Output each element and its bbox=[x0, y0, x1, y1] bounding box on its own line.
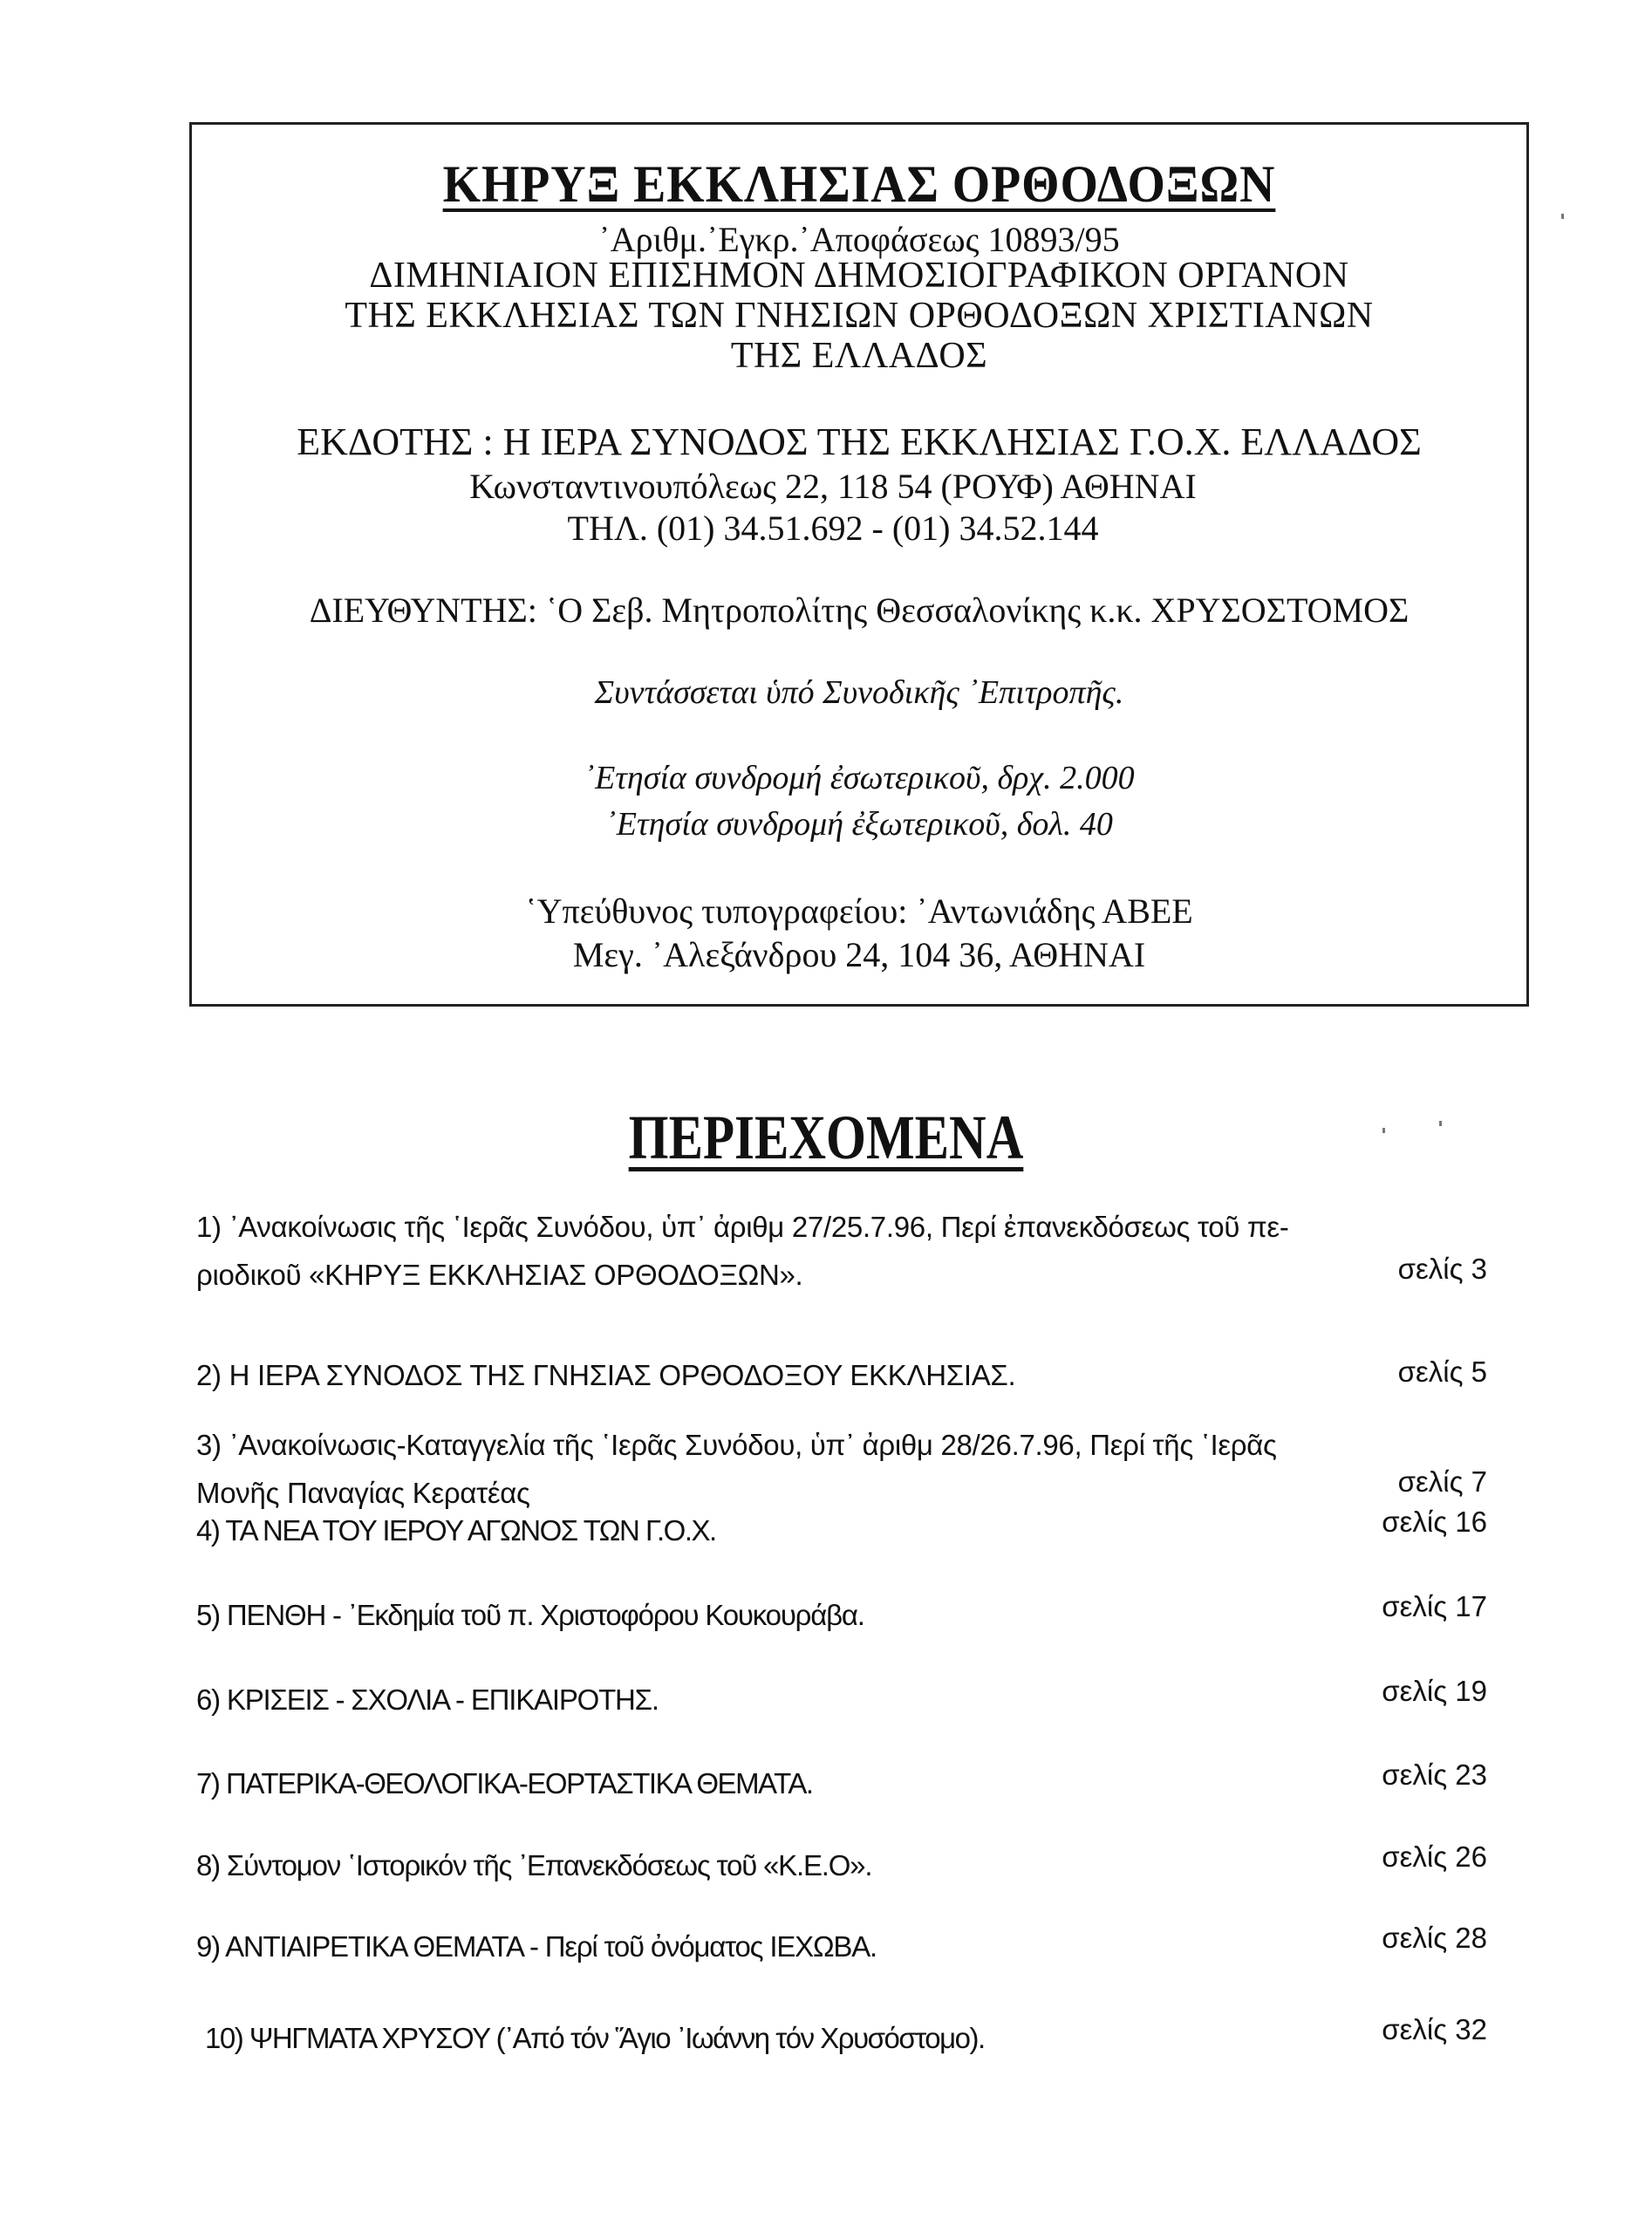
toc-item bbox=[196, 1356, 1487, 1396]
subscription-domestic: ᾿Ετησία συνδρομή ἐσωτερικοῦ, δρχ. 2.000 bbox=[584, 760, 1135, 796]
approval-number: ᾿Αριθμ.᾿Εγκρ.᾿Αποφάσεως 10893/95 bbox=[598, 220, 1120, 259]
toc-item-text: 7) ΠΑΤΕΡΙΚΑ-ΘΕΟΛΟΓΙΚΑ-ΕΟΡΤΑΣΤΙΚΑ ΘΕΜΑΤΑ. bbox=[196, 1767, 813, 1799]
toc-item bbox=[196, 1212, 1487, 1291]
toc-item-page: σελίς 28 bbox=[1382, 1922, 1487, 1954]
toc-item bbox=[196, 1758, 1487, 1804]
toc-item-text: 8) Σύντομον ῾Ιστορικόν τῆς ᾿Επανεκδόσεως τοῦ «Κ.Ε.Ο». bbox=[196, 1849, 872, 1881]
publication-title: ΚΗΡΥΞ ΕΚΚΛΗΣΙΑΣ ΟΡΘΟΔΟΞΩΝ bbox=[442, 155, 1276, 213]
toc-item-page: σελίς 19 bbox=[1382, 1675, 1487, 1707]
toc-item bbox=[196, 1840, 1487, 1886]
toc-item-page: σελίς 32 bbox=[1382, 2013, 1487, 2045]
printer-address: Μεγ. ᾿Αλεξάνδρου 24, 104 36, ΑΘΗΝΑΙ bbox=[572, 935, 1146, 974]
description-line-2: ΤΗΣ ΕΚΚΛΗΣΙΑΣ ΤΩΝ ΓΝΗΣΙΩΝ ΟΡΘΟΔΟΞΩΝ ΧΡΙΣΤΙΑΝΩΝ bbox=[345, 296, 1374, 336]
publisher-address: Κωνσταντινουπόλεως 22, 118 54 (ΡΟΥΦ) ΑΘΗΝΑΙ bbox=[469, 467, 1197, 506]
description-line-1: ΔΙΜΗΝΙΑΙΟΝ ΕΠΙΣΗΜΟΝ ΔΗΜΟΣΙΟΓΡΑΦΙΚΟΝ ΟΡΓΑΝΟΝ bbox=[369, 256, 1349, 296]
toc-item-text: 5) ΠΕΝΘΗ - ᾿Εκδημία τοῦ π. Χριστοφόρου Κουκουράβα. bbox=[196, 1599, 864, 1631]
masthead-box bbox=[189, 122, 1529, 1007]
subscription-foreign: ᾿Ετησία συνδρομή ἐξωτερικοῦ, δολ. 40 bbox=[605, 806, 1113, 843]
scan-speck bbox=[1561, 214, 1564, 219]
printer: ῾Υπεύθυνος τυπογραφείου: ᾿Αντωνιάδης ΑΒΕΕ bbox=[525, 891, 1193, 931]
contents-heading: ΠΕΡΙΕΧΟΜΕΝΑ bbox=[628, 1103, 1024, 1172]
toc-item-text-line-2: Μονῆς Παναγίας Κερατέας bbox=[196, 1477, 530, 1509]
toc-item-page: σελίς 17 bbox=[1382, 1590, 1487, 1622]
publisher: ΕΚΔΟΤΗΣ : Η ΙΕΡΑ ΣΥΝΟΔΟΣ ΤΗΣ ΕΚΚΛΗΣΙΑΣ Γ.Ο.Χ. ΕΛΛΑΔΟΣ bbox=[297, 420, 1422, 463]
toc-item bbox=[196, 1590, 1487, 1635]
toc-item-page: σελίς 7 bbox=[1397, 1465, 1487, 1498]
toc-item-text: 6) ΚΡΙΣΕΙΣ - ΣΧΟΛΙΑ - ΕΠΙΚΑΙΡΟΤΗΣ. bbox=[196, 1683, 659, 1716]
toc-item-text: 2) Η ΙΕΡΑ ΣΥΝΟΔΟΣ ΤΗΣ ΓΝΗΣΙΑΣ ΟΡΘΟΔΟΞΟΥ ΕΚΚΛΗΣΙΑΣ. bbox=[196, 1359, 1016, 1391]
toc-item-text: 4) ΤΑ ΝΕΑ ΤΟΥ ΙΕΡΟΥ ΑΓΩΝΟΣ ΤΩΝ Γ.Ο.Χ. bbox=[196, 1514, 716, 1547]
toc-item-page: σελίς 3 bbox=[1397, 1253, 1487, 1285]
toc-item bbox=[205, 2013, 1487, 2059]
compiled-by: Συντάσσεται ὑπό Συνοδικῆς ᾿Επιτροπῆς. bbox=[594, 674, 1124, 711]
toc-item bbox=[196, 1922, 1487, 1967]
publisher-phone: ΤΗΛ. (01) 34.51.692 - (01) 34.52.144 bbox=[567, 509, 1099, 548]
toc-item-text-line-1: 3) ᾿Ανακοίνωσις-Καταγγελία τῆς ῾Ιερᾶς Συνόδου, ὑπ᾿ ἀριθμ 28/26.7.96, Περί τῆς ῾Ιερᾶς bbox=[196, 1429, 1277, 1461]
toc-item-text-line-1: 1) ᾿Ανακοίνωσις τῆς ῾Ιερᾶς Συνόδου, ὑπ᾿ ἀριθμ 27/25.7.96, Περί ἐπανεκδόσεως τοῦ πε- bbox=[196, 1211, 1289, 1243]
toc-item-text: 9) ΑΝΤΙΑΙΡΕΤΙΚΑ ΘΕΜΑΤΑ - Περί τοῦ ὀνόματος ΙΕΧΩΒΑ. bbox=[196, 1930, 877, 1963]
toc-item-page: σελίς 5 bbox=[1397, 1356, 1487, 1388]
toc-item-page: σελίς 16 bbox=[1382, 1506, 1487, 1538]
toc-item-text-line-2: ριοδικοῦ «ΚΗΡΥΞ ΕΚΚΛΗΣΙΑΣ ΟΡΘΟΔΟΞΩΝ». bbox=[196, 1259, 803, 1291]
description-line-3: ΤΗΣ ΕΛΛΑΔΟΣ bbox=[730, 336, 988, 376]
toc-item bbox=[196, 1506, 1487, 1551]
toc-item bbox=[196, 1675, 1487, 1720]
toc-item-page: σελίς 26 bbox=[1382, 1840, 1487, 1873]
director: ΔΙΕΥΘΥΝΤΗΣ: ῾Ο Σεβ. Μητροπολίτης Θεσσαλονίκης κ.κ. ΧΡΥΣΟΣΤΟΜΟΣ bbox=[309, 591, 1410, 630]
toc-item-page: σελίς 23 bbox=[1382, 1758, 1487, 1791]
toc-item-text: 10) ΨΗΓΜΑΤΑ ΧΡΥΣΟΥ (᾿Από τόν Ἅγιο ᾿Ιωάννη τόν Χρυσόστομο). bbox=[205, 2022, 985, 2054]
toc-item bbox=[196, 1431, 1487, 1509]
